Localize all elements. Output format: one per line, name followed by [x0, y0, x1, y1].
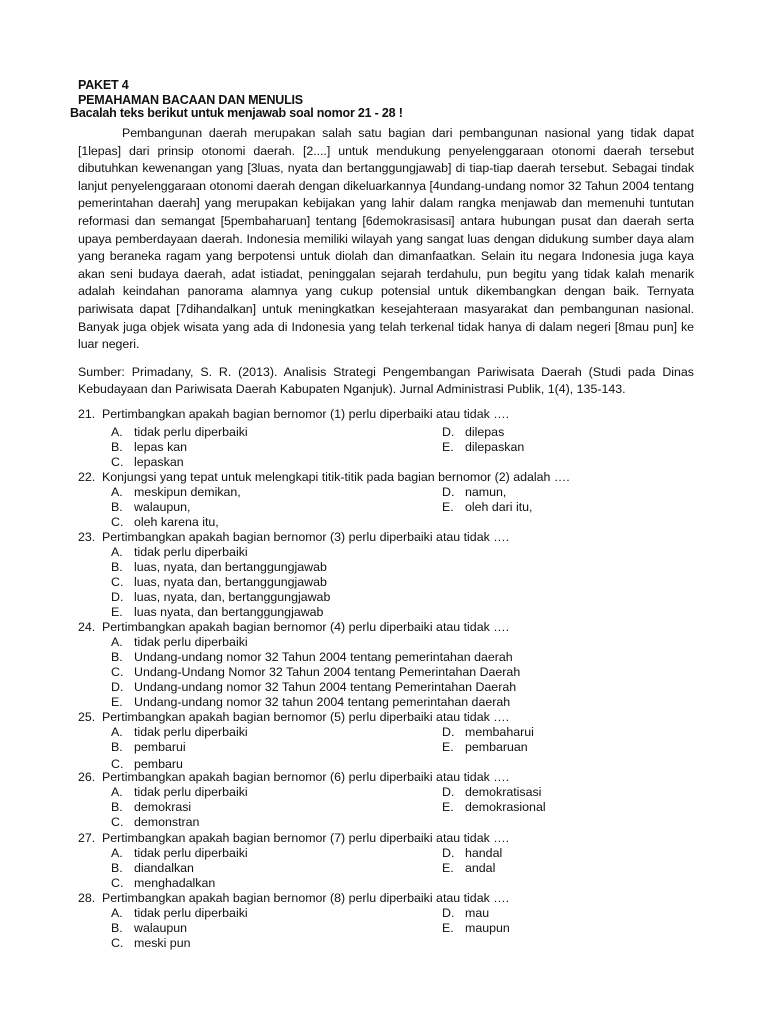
option-d[interactable]: D. mau — [442, 906, 490, 920]
option-a[interactable]: A. tidak perlu diperbaiki — [111, 846, 248, 860]
option-c[interactable]: C. menghadalkan — [111, 876, 216, 890]
paket-title: PAKET 4 — [78, 78, 129, 92]
option-e[interactable]: E. pembaruan — [442, 740, 528, 754]
option-b[interactable]: B. luas, nyata, dan bertanggungjawab — [111, 560, 327, 574]
option-e[interactable]: E. oleh dari itu, — [442, 500, 533, 514]
section-title: PEMAHAMAN BACAAN DAN MENULIS — [78, 93, 303, 107]
option-c[interactable]: C. meski pun — [111, 936, 191, 950]
option-d[interactable]: D. namun, — [442, 485, 507, 499]
question-stem: 26. Pertimbangkan apakah bagian bernomor (6) perlu diperbaiki atau tidak …. — [78, 770, 510, 784]
option-b[interactable]: B. lepas kan — [111, 440, 188, 454]
option-d[interactable]: D. handal — [442, 846, 503, 860]
option-c[interactable]: C. lepaskan — [111, 455, 184, 469]
question-stem: 21. Pertimbangkan apakah bagian bernomor (1) perlu diperbaiki atau tidak …. — [78, 407, 510, 421]
option-a[interactable]: A. tidak perlu diperbaiki — [111, 425, 248, 439]
question-stem: 28. Pertimbangkan apakah bagian bernomor (8) perlu diperbaiki atau tidak …. — [78, 891, 510, 905]
question-stem: 24. Pertimbangkan apakah bagian bernomor (4) perlu diperbaiki atau tidak …. — [78, 620, 510, 634]
question-stem: 23. Pertimbangkan apakah bagian bernomor (3) perlu diperbaiki atau tidak …. — [78, 530, 510, 544]
option-d[interactable]: D. demokratisasi — [442, 785, 542, 799]
option-c[interactable]: C. oleh karena itu, — [111, 515, 219, 529]
option-a[interactable]: A. meskipun demikan, — [111, 485, 241, 499]
option-e[interactable]: E. luas nyata, dan bertanggungjawab — [111, 605, 324, 619]
reading-passage: Pembangunan daerah merupakan salah satu bagian dari pembangunan nasional yang tidak dapat [1lepas] dari prinsip otonomi daerah. [2....] untuk mendukung penyelenggaraan otonomi daerah tersebut dibutuhkan kewenangan yang [3luas, nyata dan bertanggungjawab] di tiap-tiap daerah tersebut. Sebagai tindak lanjut penyelenggaraan otonomi daerah dengan dikeluarkannya [4undang-undang nomor 32 Tahun 2004 tentang pemerintahan daerah] yang merupakan kebijakan yang lahir dalam rangka menjawab dan memenuhi tuntutan reformasi dan semangat [5pembaharuan] tentang [6demokrasisasi] antara hubungan pusat dan daerah serta upaya pemberdayaan daerah. Indonesia memiliki wilayah yang sangat luas dengan didukung sumber daya alam yang beraneka ragam yang berpotensi untuk diolah dan dimanfaatkan. Selain itu negara Indonesia juga kaya akan seni budaya daerah, adat istiadat, peninggalan sejarah terdahulu, pun begitu yang tidak kalah menarik adalah keindahan panorama alamnya yang cukup potensial untuk dikembangkan dengan baik. Ternyata pariwisata dapat [7dihandalkan] untuk meningkatkan kesejahteraan masyarakat dan pembangunan nasional. Banyak juga objek wisata yang ada di Indonesia yang telah terkenal tidak hanya di dalam negeri [8mau pun] ke luar negeri. — [78, 126, 694, 352]
option-b[interactable]: B. walaupun, — [111, 500, 191, 514]
option-a[interactable]: A. tidak perlu diperbaiki — [111, 725, 248, 739]
instruction: Bacalah teks berikut untuk menjawab soal nomor 21 - 28 ! — [70, 106, 403, 120]
option-b[interactable]: B. demokrasi — [111, 800, 192, 814]
option-c[interactable]: C. Undang-Undang Nomor 32 Tahun 2004 tentang Pemerintahan Daerah — [111, 665, 521, 679]
option-d[interactable]: D. Undang-undang nomor 32 Tahun 2004 tentang Pemerintahan Daerah — [111, 680, 517, 694]
source-citation: Sumber: Primadany, S. R. (2013). Analisis Strategi Pengembangan Pariwisata Daerah (Studi pada Dinas Kebudayaan dan Pariwisata Daerah Kabupaten Nganjuk). Jurnal Administrasi Publik, 1(4), 135-143. — [78, 365, 694, 397]
question-stem: 22. Konjungsi yang tepat untuk melengkapi titik-titik pada bagian bernomor (2) adalah …. — [78, 470, 570, 484]
option-a[interactable]: A. tidak perlu diperbaiki — [111, 785, 248, 799]
option-b[interactable]: B. Undang-undang nomor 32 Tahun 2004 tentang pemerintahan daerah — [111, 650, 513, 664]
question-stem: 25. Pertimbangkan apakah bagian bernomor (5) perlu diperbaiki atau tidak …. — [78, 710, 510, 724]
option-e[interactable]: E. andal — [442, 861, 496, 875]
option-a[interactable]: A. tidak perlu diperbaiki — [111, 906, 248, 920]
option-e[interactable]: E. maupun — [442, 921, 510, 935]
option-b[interactable]: B. walaupun — [111, 921, 188, 935]
option-e[interactable]: E. demokrasional — [442, 800, 546, 814]
option-e[interactable]: E. Undang-undang nomor 32 tahun 2004 tentang pemerintahan daerah — [111, 695, 511, 709]
option-a[interactable]: A. tidak perlu diperbaiki — [111, 635, 248, 649]
option-c[interactable]: C. pembaru — [111, 757, 183, 771]
option-c[interactable]: C. demonstran — [111, 815, 200, 829]
option-d[interactable]: D. membaharui — [442, 725, 534, 739]
option-e[interactable]: E. dilepaskan — [442, 440, 525, 454]
option-a[interactable]: A. tidak perlu diperbaiki — [111, 545, 248, 559]
question-stem: 27. Pertimbangkan apakah bagian bernomor (7) perlu diperbaiki atau tidak …. — [78, 831, 510, 845]
option-b[interactable]: B. diandalkan — [111, 861, 194, 875]
option-b[interactable]: B. pembarui — [111, 740, 186, 754]
option-d[interactable]: D. luas, nyata, dan, bertanggungjawab — [111, 590, 331, 604]
option-c[interactable]: C. luas, nyata dan, bertanggungjawab — [111, 575, 327, 589]
option-d[interactable]: D. dilepas — [442, 425, 505, 439]
